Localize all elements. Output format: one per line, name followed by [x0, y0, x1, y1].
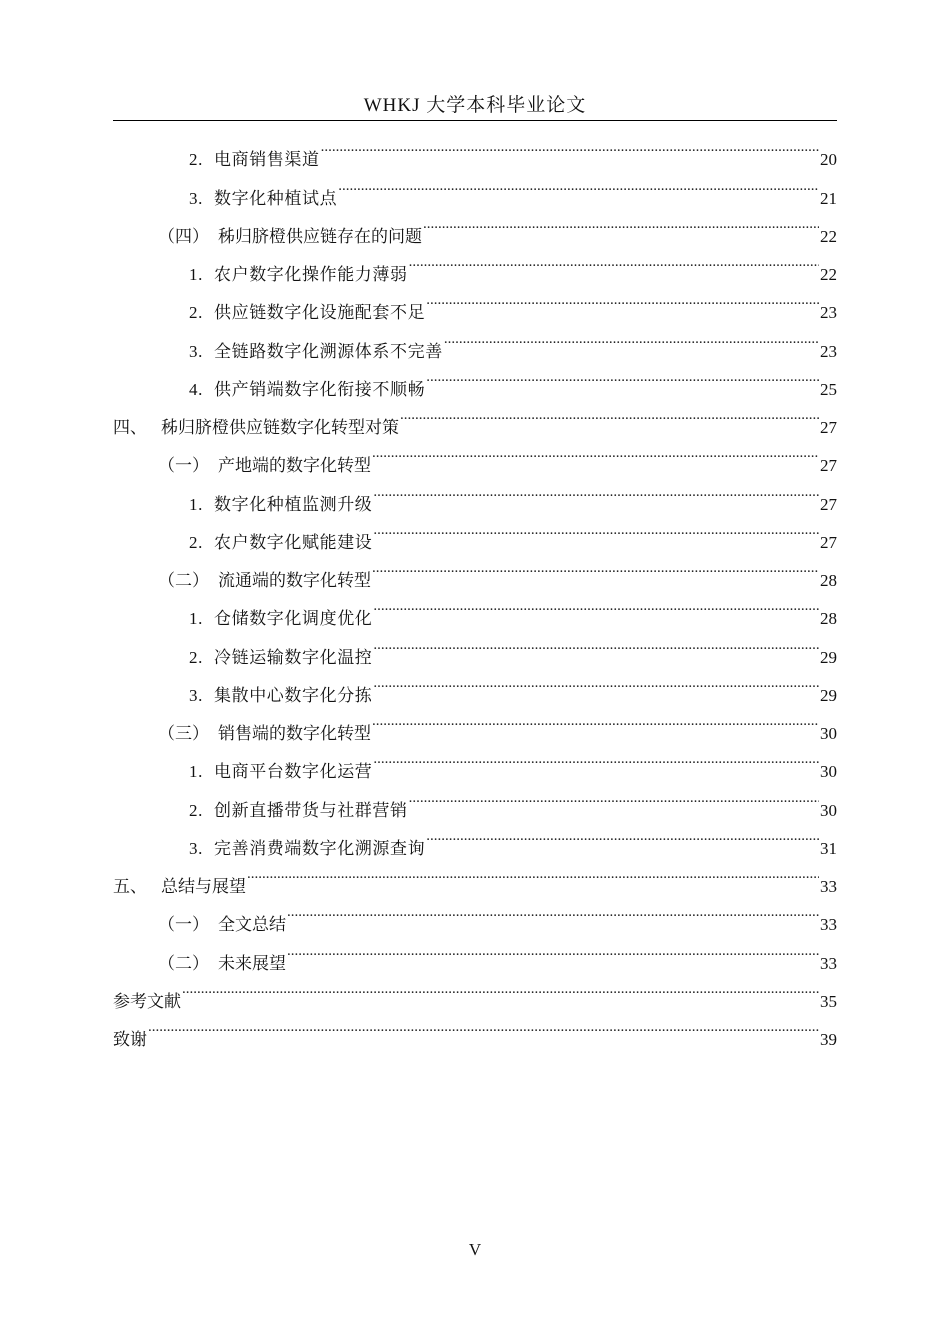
toc-entry-page: 28	[820, 571, 837, 590]
toc-entry-number: （一）	[158, 915, 209, 936]
toc-entry-title: 供应链数字化设施配套不足	[214, 303, 426, 324]
running-header	[113, 92, 837, 121]
toc-entry-page: 25	[820, 379, 837, 399]
dot-leader	[372, 548, 819, 586]
toc-entry-page: 20	[820, 150, 837, 170]
toc-entry-title: 秭归脐橙供应链数字化转型对策	[161, 418, 399, 438]
toc-entry-page: 27	[820, 418, 837, 437]
dot-leader	[426, 280, 819, 318]
toc-entry-number: （二）	[158, 571, 209, 591]
toc-entry-title: 冷链运输数字化温控	[214, 647, 373, 668]
toc-entry-title: 总结与展望	[161, 877, 246, 897]
toc-entry-number: 1.	[189, 609, 203, 629]
toc-entry-title: 销售端的数字化转型	[218, 724, 371, 744]
toc-entry-title: 全链路数字化溯源体系不完善	[214, 341, 443, 362]
dot-leader	[373, 471, 819, 509]
toc-entry[interactable]	[113, 127, 837, 171]
dot-leader	[372, 701, 819, 739]
toc-entry-title: 秭归脐橙供应链存在的问题	[218, 226, 422, 247]
toc-entry-number: （四）	[158, 226, 209, 247]
toc-entry-title: 仓储数字化调度优化	[214, 609, 373, 630]
toc-entry-page: 33	[820, 953, 837, 973]
page-number: V	[468, 1240, 482, 1259]
toc-entry-number: 2.	[189, 532, 203, 552]
toc-entry-page: 39	[820, 1030, 837, 1049]
toc-entry-page: 27	[820, 494, 837, 514]
toc-entry-title: 致谢	[113, 1030, 147, 1050]
toc-entry-title: 集散中心数字化分拣	[214, 685, 373, 706]
toc-entry-page: 28	[820, 609, 837, 629]
toc-entry-number: 五、	[113, 877, 147, 897]
toc-entry-title: 参考文献	[113, 991, 181, 1012]
dot-leader	[287, 930, 819, 968]
dot-leader	[373, 586, 819, 624]
toc-entry-page: 33	[820, 877, 837, 896]
dot-leader	[373, 739, 819, 777]
toc-entry-title: 数字化种植试点	[214, 188, 338, 209]
toc-entry-number: 3.	[189, 188, 203, 208]
toc-entry-number: 1.	[189, 265, 203, 284]
dot-leader	[423, 204, 819, 242]
toc-entry-title: 农户数字化操作能力薄弱	[214, 265, 408, 285]
dot-leader	[247, 854, 819, 892]
toc-entry-page: 27	[820, 532, 837, 552]
table-of-contents	[113, 127, 837, 1050]
toc-entry-number: 1.	[189, 762, 203, 782]
toc-entry-number: 2.	[189, 303, 203, 323]
dot-leader	[373, 663, 819, 701]
toc-entry[interactable]	[113, 1007, 837, 1050]
toc-entry-title: 产地端的数字化转型	[218, 456, 371, 477]
toc-entry[interactable]	[113, 969, 837, 1012]
toc-entry-number: 2.	[189, 800, 203, 820]
toc-entry-number: 四、	[113, 418, 147, 438]
toc-entry-page: 22	[820, 265, 837, 284]
toc-entry-title: 全文总结	[218, 915, 286, 936]
dot-leader	[373, 510, 819, 548]
toc-entry-page: 31	[820, 838, 837, 858]
toc-entry-title: 创新直播带货与社群营销	[214, 800, 408, 821]
dot-leader	[426, 357, 819, 395]
toc-entry-number: （三）	[158, 724, 209, 744]
toc-entry-number: 3.	[189, 685, 203, 705]
dot-leader	[373, 624, 819, 662]
dot-leader	[444, 318, 819, 356]
dot-leader	[182, 969, 819, 1007]
toc-entry-title: 农户数字化赋能建设	[214, 532, 373, 553]
toc-entry-number: 3.	[189, 838, 203, 858]
toc-entry-page: 21	[820, 188, 837, 208]
toc-entry-title: 电商销售渠道	[214, 150, 320, 171]
toc-entry-page: 23	[820, 341, 837, 361]
dot-leader	[409, 777, 819, 815]
toc-entry-page: 30	[820, 762, 837, 782]
toc-entry-title: 数字化种植监测升级	[214, 494, 373, 515]
dot-leader	[338, 165, 819, 203]
dot-leader	[321, 127, 819, 165]
toc-entry-page: 23	[820, 303, 837, 323]
toc-entry-page: 33	[820, 915, 837, 935]
toc-entry-number: 2.	[189, 150, 203, 170]
dot-leader	[400, 395, 819, 433]
header-title: WHKJ 大学本科毕业论文	[363, 95, 587, 116]
toc-entry-title: 完善消费端数字化溯源查询	[214, 838, 426, 859]
dot-leader	[148, 1007, 819, 1045]
toc-entry-page: 29	[820, 647, 837, 667]
toc-entry-page: 27	[820, 456, 837, 476]
toc-entry-number: 1.	[189, 494, 203, 514]
toc-entry-title: 未来展望	[218, 953, 286, 974]
toc-entry-page: 30	[820, 800, 837, 820]
dot-leader	[409, 242, 819, 280]
toc-entry-title: 流通端的数字化转型	[218, 571, 371, 591]
toc-entry-number: （一）	[158, 456, 209, 477]
toc-entry-number: （二）	[158, 953, 209, 974]
toc-entry-number: 2.	[189, 647, 203, 667]
dot-leader	[426, 816, 819, 854]
dot-leader	[287, 892, 819, 930]
toc-entry-number: 3.	[189, 341, 203, 361]
toc-entry-number: 4.	[189, 379, 203, 399]
dot-leader	[372, 433, 819, 471]
toc-entry-page: 30	[820, 724, 837, 743]
toc-entry-page: 22	[820, 226, 837, 246]
toc-entry-page: 35	[820, 991, 837, 1011]
toc-entry-title: 供产销端数字化衔接不顺畅	[214, 379, 426, 400]
toc-entry-page: 29	[820, 685, 837, 705]
toc-entry-title: 电商平台数字化运营	[214, 762, 373, 783]
